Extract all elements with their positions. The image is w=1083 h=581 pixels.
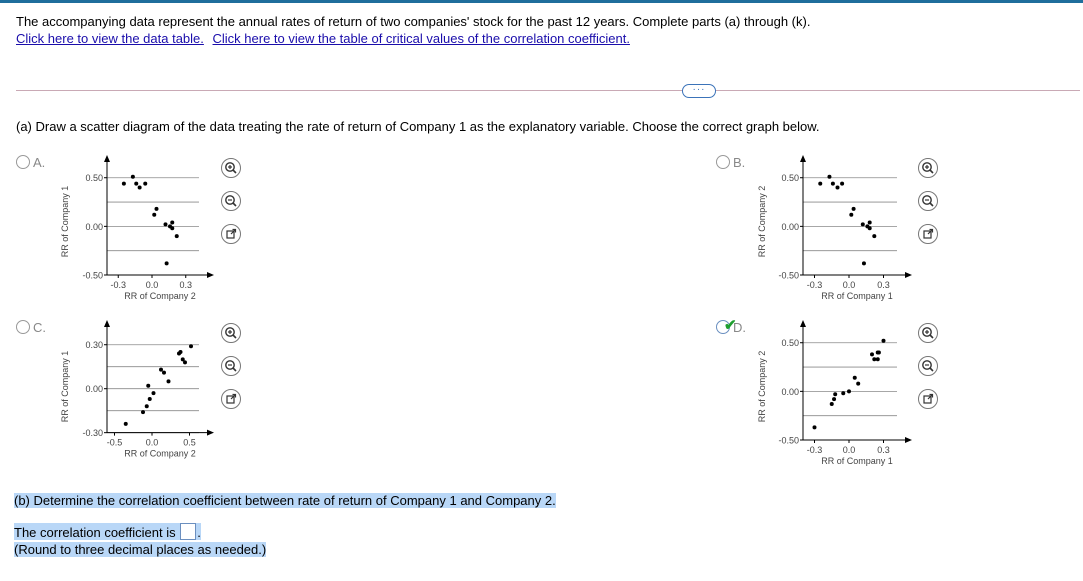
data-point bbox=[872, 357, 876, 361]
data-point bbox=[138, 185, 142, 189]
data-point bbox=[818, 182, 822, 186]
data-point bbox=[852, 207, 856, 211]
zoom-in-button[interactable] bbox=[221, 158, 241, 178]
correlation-answer-input[interactable] bbox=[180, 523, 196, 540]
answer-line bbox=[14, 523, 201, 540]
y-tick-label: 0.00 bbox=[85, 221, 103, 232]
data-point bbox=[868, 220, 872, 224]
x-tick-label: 0.0 bbox=[145, 437, 159, 448]
x-tick-label: -0.3 bbox=[806, 445, 823, 455]
data-point bbox=[159, 368, 163, 372]
y-axis-label: RR of Company 1 bbox=[60, 185, 70, 258]
data-point bbox=[847, 389, 851, 393]
x-tick-label: -0.5 bbox=[106, 437, 123, 448]
data-point bbox=[189, 344, 193, 348]
expand-more-button[interactable]: ··· bbox=[682, 84, 716, 98]
data-point bbox=[870, 352, 874, 356]
y-tick-label: -0.50 bbox=[82, 270, 103, 281]
y-axis-label: RR of Company 2 bbox=[757, 185, 767, 258]
zoom-in-icon bbox=[919, 324, 937, 342]
zoom-out-icon bbox=[919, 357, 937, 375]
zoom-in-button[interactable] bbox=[918, 323, 938, 343]
y-tick-label: 0.00 bbox=[781, 386, 799, 397]
option-d-label: D. bbox=[733, 320, 746, 335]
x-tick-label: 0.0 bbox=[145, 280, 159, 290]
checkmark-icon: ✔ bbox=[724, 317, 737, 334]
y-tick-label: -0.50 bbox=[778, 435, 799, 446]
zoom-in-button[interactable] bbox=[918, 158, 938, 178]
y-axis-arrow bbox=[800, 320, 806, 327]
x-axis-label: RR of Company 2 bbox=[124, 291, 196, 301]
zoom-out-icon bbox=[222, 357, 240, 375]
data-point bbox=[868, 226, 872, 230]
answer-prefix: The correlation coefficient is bbox=[14, 525, 176, 540]
data-point bbox=[124, 422, 128, 426]
y-axis-arrow bbox=[104, 155, 110, 162]
data-point bbox=[179, 350, 183, 354]
data-point bbox=[162, 371, 166, 375]
data-point bbox=[813, 425, 817, 429]
y-axis-label: RR of Company 1 bbox=[60, 350, 70, 423]
y-tick-label: 0.00 bbox=[781, 221, 799, 232]
pop-out-icon bbox=[222, 390, 240, 408]
x-axis-arrow bbox=[905, 437, 912, 443]
x-tick-label: -0.3 bbox=[806, 280, 823, 290]
zoom-in-icon bbox=[919, 159, 937, 177]
x-axis-label: RR of Company 2 bbox=[124, 448, 196, 459]
pop-out-icon bbox=[222, 225, 240, 243]
y-tick-label: 0.50 bbox=[781, 173, 799, 184]
part-a-question: (a) Draw a scatter diagram of the data treating the rate of return of Company 1 as the explanatory variable. Choose the correct graph below. bbox=[16, 119, 820, 134]
zoom-out-button[interactable] bbox=[918, 191, 938, 211]
data-point bbox=[836, 185, 840, 189]
x-tick-label: -0.3 bbox=[110, 280, 127, 290]
data-point bbox=[856, 382, 860, 386]
data-point bbox=[167, 379, 171, 383]
data-point bbox=[164, 222, 168, 226]
y-tick-label: 0.50 bbox=[85, 173, 103, 184]
y-tick-label: 0.30 bbox=[85, 340, 103, 351]
pop-out-button[interactable] bbox=[918, 389, 938, 409]
x-tick-label: 0.0 bbox=[842, 280, 856, 290]
data-point bbox=[876, 350, 880, 354]
critical-values-link[interactable]: Click here to view the table of critical values of the correlation coefficient. bbox=[212, 31, 630, 46]
data-point bbox=[170, 220, 174, 224]
zoom-out-button[interactable] bbox=[221, 191, 241, 211]
option-a-label: A. bbox=[33, 155, 46, 170]
data-point bbox=[853, 376, 857, 380]
data-point bbox=[876, 357, 880, 361]
data-point bbox=[152, 213, 156, 217]
pop-out-icon bbox=[919, 390, 937, 408]
data-point bbox=[152, 391, 156, 395]
data-point bbox=[134, 182, 138, 186]
data-point bbox=[833, 392, 837, 396]
data-point bbox=[155, 207, 159, 211]
data-point bbox=[872, 234, 876, 238]
data-point bbox=[830, 402, 834, 406]
part-b bbox=[14, 492, 556, 510]
data-point bbox=[122, 182, 126, 186]
y-axis-arrow bbox=[800, 155, 806, 162]
scatter-plot-c bbox=[60, 320, 214, 459]
x-axis-arrow bbox=[207, 272, 214, 278]
data-point bbox=[832, 397, 836, 401]
pop-out-icon bbox=[919, 225, 937, 243]
zoom-out-button[interactable] bbox=[918, 356, 938, 376]
x-tick-label: 0.3 bbox=[179, 280, 193, 290]
x-axis-label: RR of Company 1 bbox=[821, 456, 893, 466]
problem-intro: The accompanying data represent the annual rates of return of two companies' stock for the past 12 years. Complete parts (a) through (k). bbox=[16, 14, 811, 29]
x-axis-arrow bbox=[905, 272, 912, 278]
y-axis-label: RR of Company 2 bbox=[757, 350, 767, 423]
data-point bbox=[183, 360, 187, 364]
option-c-label: C. bbox=[33, 320, 46, 335]
zoom-out-button[interactable] bbox=[221, 356, 241, 376]
y-tick-label: 0.00 bbox=[85, 384, 103, 395]
option-b-label: B. bbox=[733, 155, 746, 170]
y-tick-label: -0.50 bbox=[778, 270, 799, 281]
data-point bbox=[840, 182, 844, 186]
pop-out-button[interactable] bbox=[221, 389, 241, 409]
pop-out-button[interactable] bbox=[918, 224, 938, 244]
data-point bbox=[141, 410, 145, 414]
data-point bbox=[827, 175, 831, 179]
x-tick-label: 0.0 bbox=[842, 445, 856, 455]
data-point bbox=[165, 261, 169, 265]
scatter-plot-b bbox=[757, 155, 912, 301]
zoom-out-icon bbox=[222, 192, 240, 210]
x-axis-arrow bbox=[207, 430, 214, 436]
data-point bbox=[882, 339, 886, 343]
data-point bbox=[831, 182, 835, 186]
y-tick-label: 0.50 bbox=[781, 338, 799, 349]
data-point bbox=[145, 404, 149, 408]
data-point bbox=[175, 234, 179, 238]
data-table-link[interactable]: Click here to view the data table. bbox=[16, 31, 204, 46]
data-point bbox=[861, 222, 865, 226]
y-tick-label: -0.30 bbox=[82, 428, 103, 439]
part-b-question: (b) Determine the correlation coefficient between rate of return of Company 1 and Company 2. bbox=[14, 493, 556, 508]
rounding-note: (Round to three decimal places as needed.) bbox=[14, 542, 267, 557]
zoom-in-button[interactable] bbox=[221, 323, 241, 343]
pop-out-button[interactable] bbox=[221, 224, 241, 244]
data-point bbox=[131, 175, 135, 179]
data-point bbox=[841, 391, 845, 395]
zoom-in-icon bbox=[222, 324, 240, 342]
data-point bbox=[170, 226, 174, 230]
scatter-plot-a bbox=[60, 155, 214, 301]
x-tick-label: 0.3 bbox=[877, 445, 890, 455]
data-point bbox=[143, 182, 147, 186]
zoom-in-icon bbox=[222, 159, 240, 177]
answer-suffix: . bbox=[197, 525, 201, 540]
data-point bbox=[148, 397, 152, 401]
scatter-plot-d bbox=[757, 320, 912, 466]
zoom-out-icon bbox=[919, 192, 937, 210]
x-tick-label: 0.5 bbox=[183, 437, 196, 448]
data-point bbox=[862, 261, 866, 265]
data-point bbox=[146, 384, 150, 388]
data-point bbox=[849, 213, 853, 217]
x-axis-label: RR of Company 1 bbox=[821, 291, 893, 301]
y-axis-arrow bbox=[104, 320, 110, 327]
x-tick-label: 0.3 bbox=[877, 280, 890, 290]
